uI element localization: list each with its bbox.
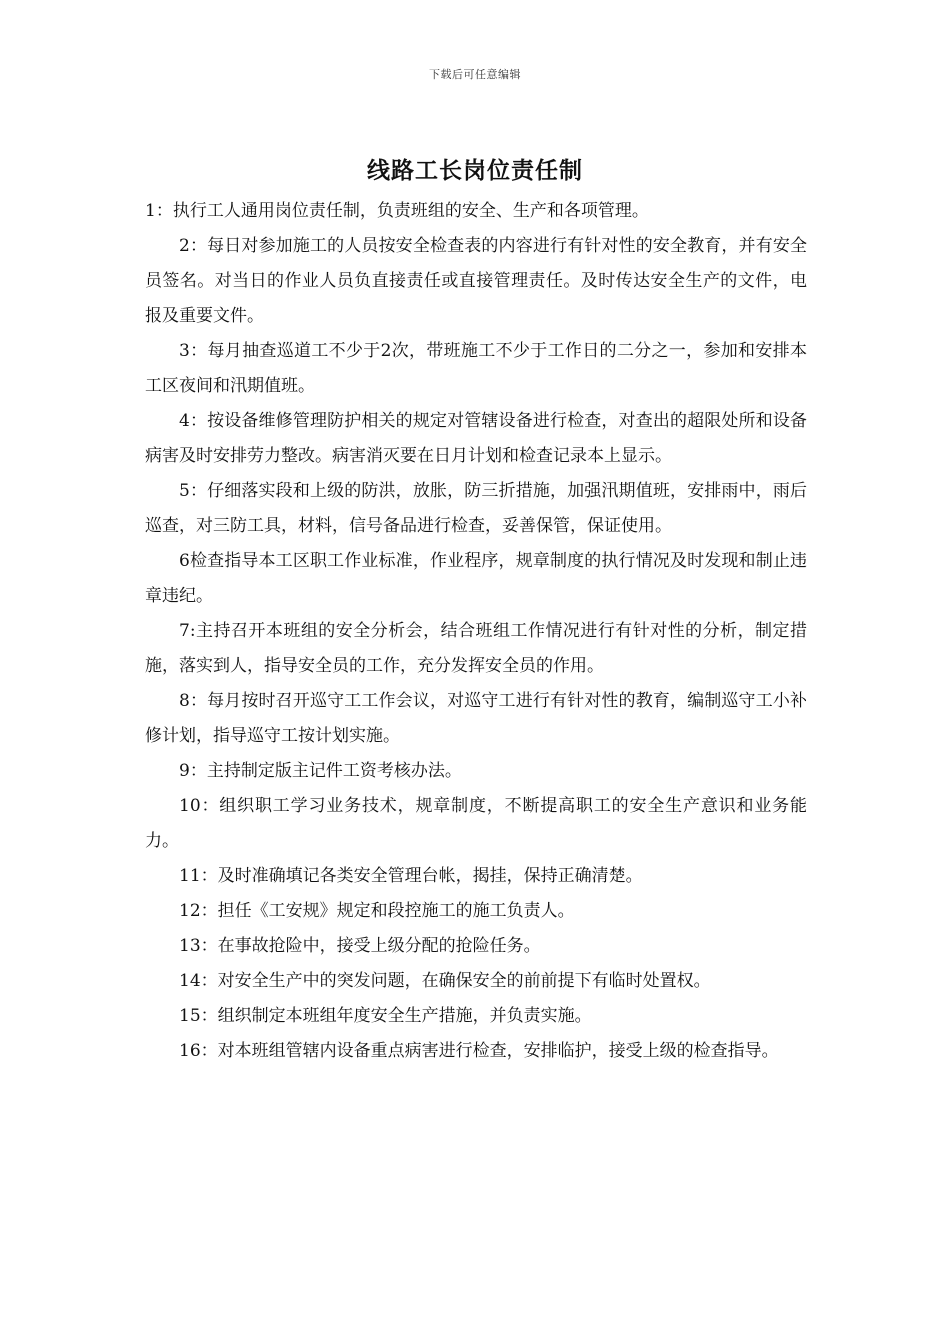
paragraph-6: 6检查指导本工区职工作业标准，作业程序，规章制度的执行情况及时发现和制止违章违纪。 <box>145 551 807 606</box>
paragraph-2: 2：每日对参加施工的人员按安全检查表的内容进行有针对性的安全教育，并有安全员签名。对当日的作业人员负直接责任或直接管理责任。及时传达安全生产的文件，电报及重要文件。 <box>145 236 807 326</box>
paragraph-3: 3：每月抽查巡道工不少于2次，带班施工不少于工作日的二分之一，参加和安排本工区夜间和汛期值班。 <box>145 341 807 396</box>
paragraph-16: 16：对本班组管辖内设备重点病害进行检查，安排临护，接受上级的检查指导。 <box>179 1041 779 1061</box>
header-note: 下载后可任意编辑 <box>429 68 521 81</box>
document-body <box>145 194 807 1069</box>
paragraph-7: 7:主持召开本班组的安全分析会，结合班组工作情况进行有针对性的分析，制定措施，落实到人，指导安全员的工作，充分发挥安全员的作用。 <box>145 621 807 676</box>
paragraph-8: 8：每月按时召开巡守工工作会议，对巡守工进行有针对性的教育，编制巡守工小补修计划，指导巡守工按计划实施。 <box>145 691 807 746</box>
paragraph-13: 13：在事故抢险中，接受上级分配的抢险任务。 <box>179 936 541 956</box>
document-title: 线路工长岗位责任制 <box>367 157 583 184</box>
paragraph-9: 9：主持制定版主记件工资考核办法。 <box>179 761 462 781</box>
paragraph-4: 4：按设备维修管理防护相关的规定对管辖设备进行检查，对查出的超限处所和设备病害及时安排劳力整改。病害消灭要在日月计划和检查记录本上显示。 <box>145 411 807 466</box>
paragraph-15: 15：组织制定本班组年度安全生产措施，并负责实施。 <box>179 1006 592 1026</box>
paragraph-11: 11：及时准确填记各类安全管理台帐，揭挂，保持正确清楚。 <box>179 866 643 886</box>
paragraph-14: 14：对安全生产中的突发问题，在确保安全的前前提下有临时处置权。 <box>179 971 711 991</box>
paragraph-12: 12：担任《工安规》规定和段控施工的施工负责人。 <box>179 901 575 921</box>
paragraph-5: 5：仔细落实段和上级的防洪，放胀，防三折措施，加强汛期值班，安排雨中，雨后巡查，对三防工具，材料，信号备品进行检查，妥善保管，保证使用。 <box>145 481 807 536</box>
paragraph-10: 10：组织职工学习业务技术，规章制度，不断提高职工的安全生产意识和业务能力。 <box>145 796 807 851</box>
paragraph-1: 1：执行工人通用岗位责任制，负责班组的安全、生产和各项管理。 <box>145 201 649 221</box>
